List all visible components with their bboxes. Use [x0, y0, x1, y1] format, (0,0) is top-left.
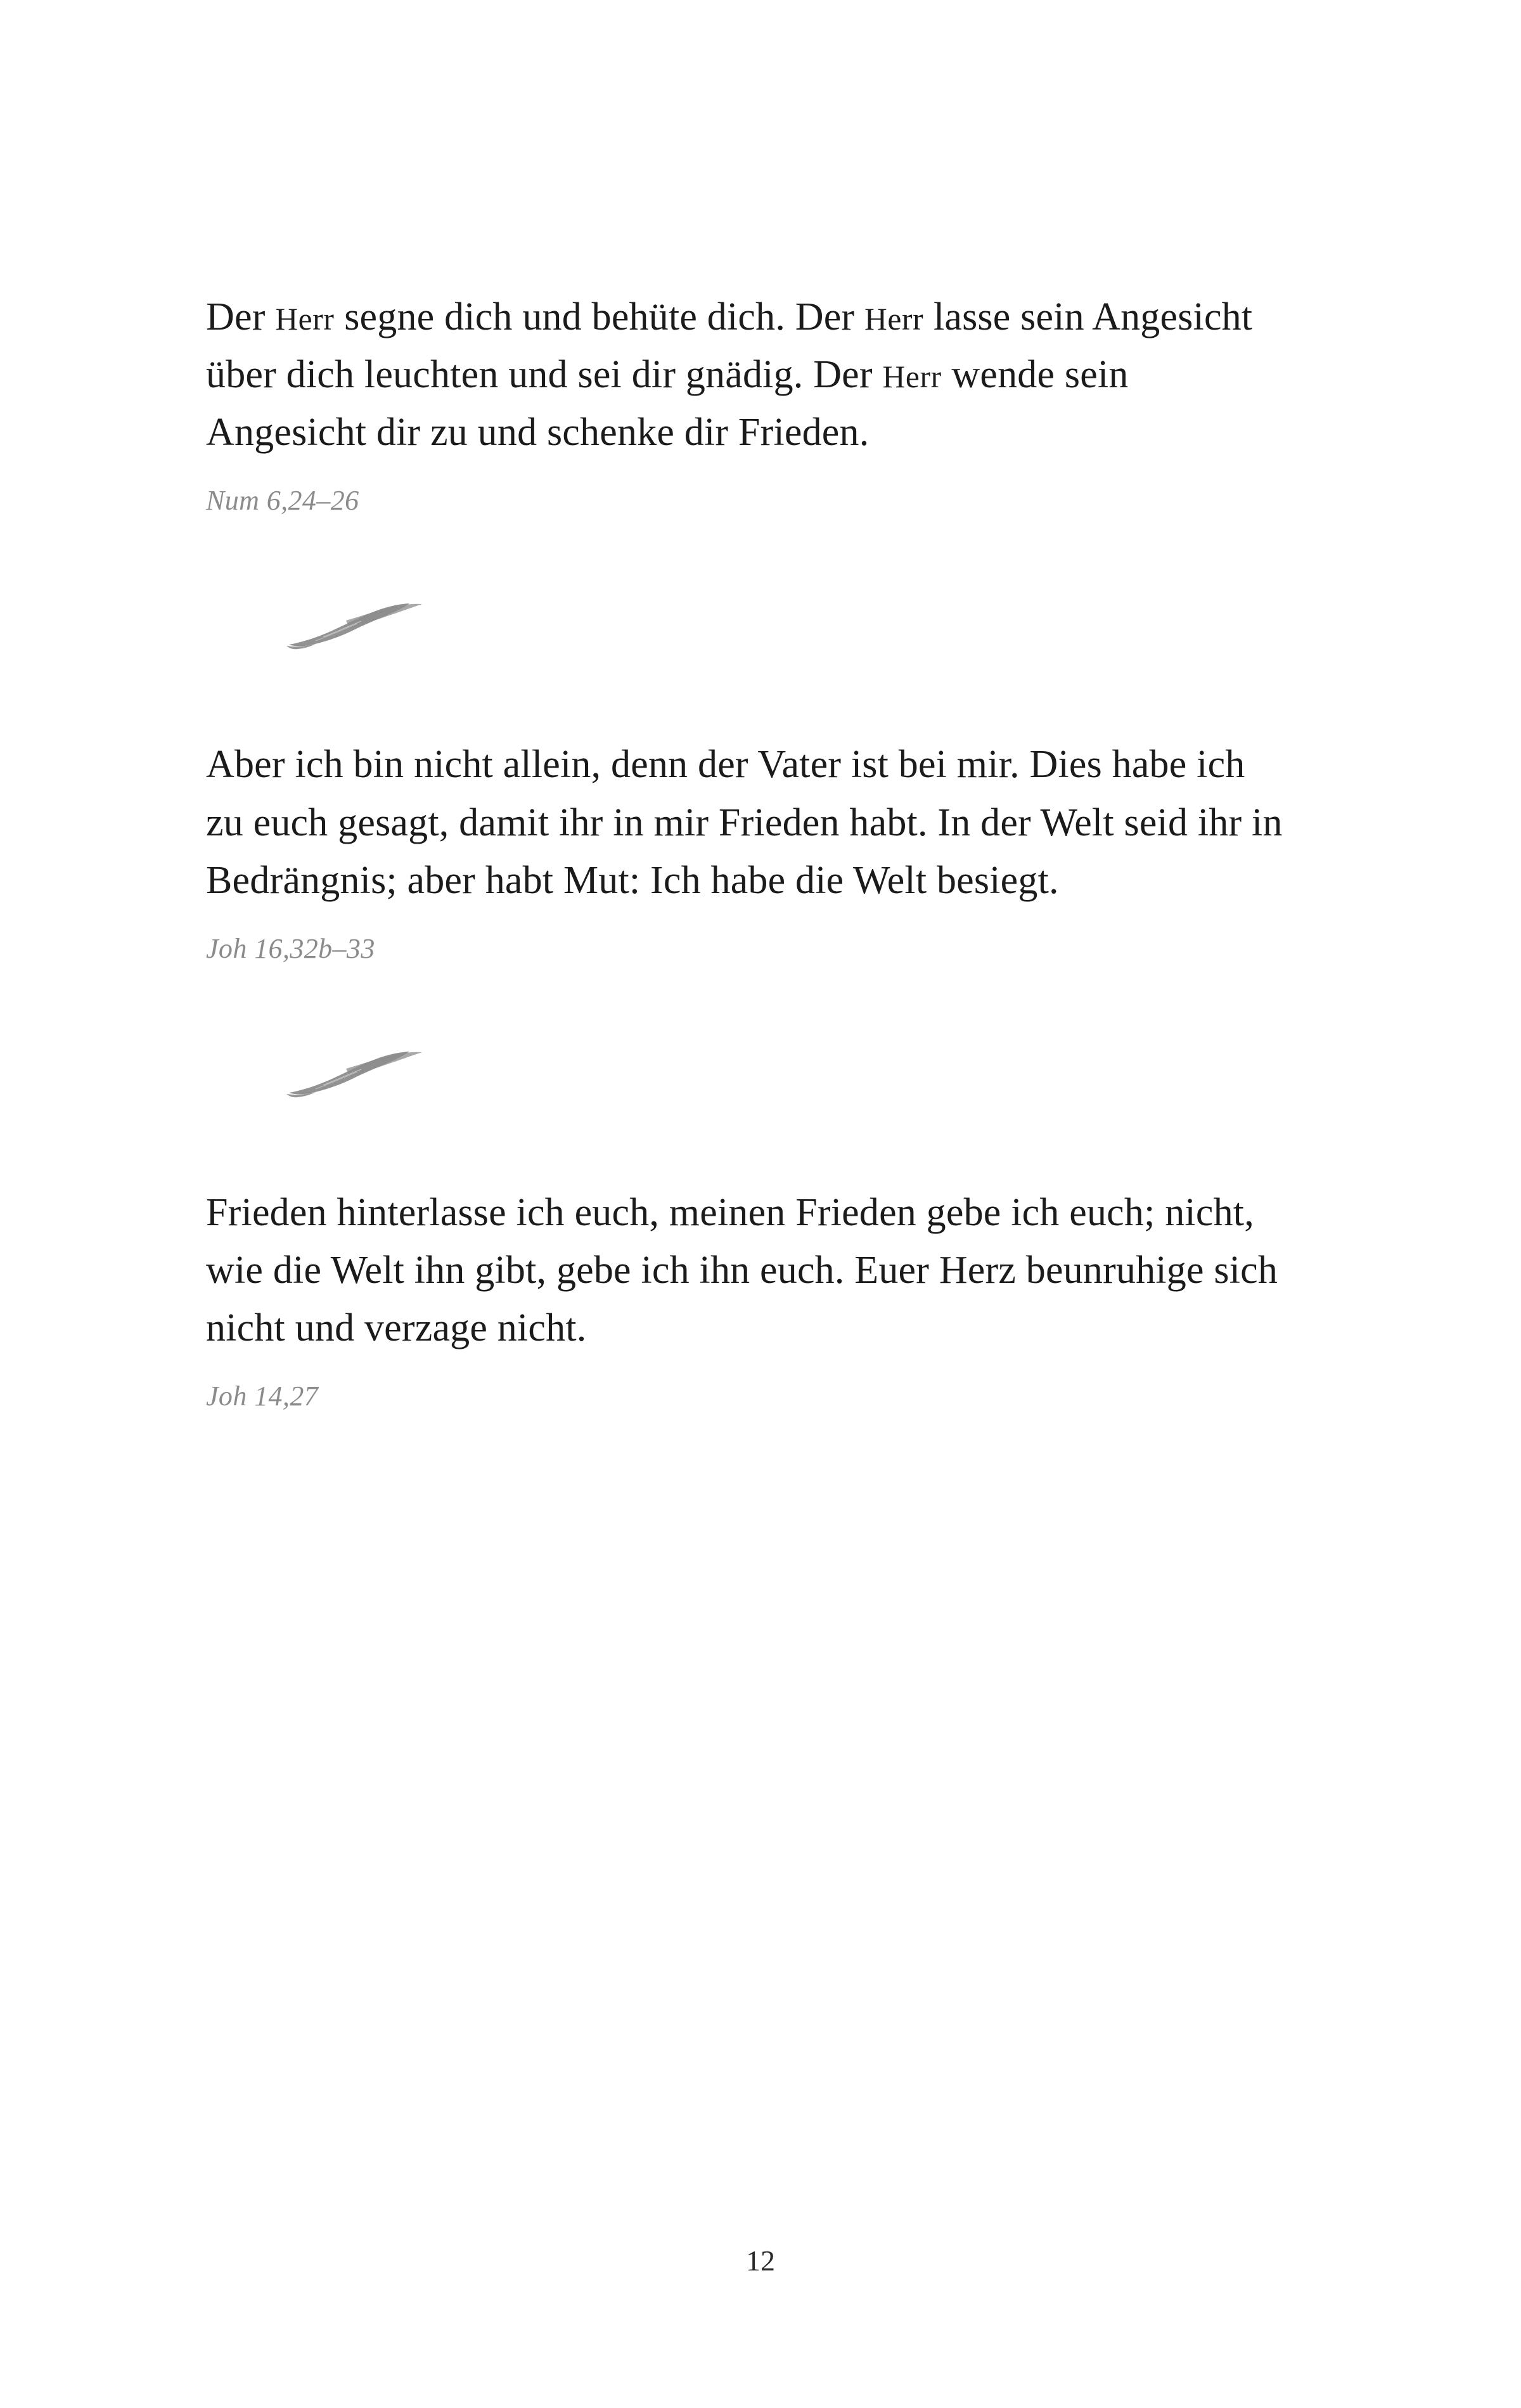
verse-part: segne dich und behüte dich. Der [334, 295, 864, 338]
verse-reference: Num 6,24–26 [206, 485, 359, 517]
verse-text: Aber ich bin nicht allein, denn der Vater ist bei mir. Dies habe ich zu euch gesagt, damit ihr in mir Frieden habt. In der Welt seid ihr in Bedrängnis; aber habt Mut: Ich habe die Welt besiegt. [206, 743, 1283, 902]
verse-text: Frieden hinterlasse ich euch, meinen Frieden gebe ich euch; nicht, wie die Welt ihn gibt, gebe ich ihn euch. Euer Herz beunruhige sich nicht und verzage nicht. [206, 1190, 1278, 1349]
feather-ornament [206, 591, 1321, 661]
passage-block [206, 288, 1321, 517]
passage-block [206, 736, 1321, 964]
verse-reference: Joh 14,27 [206, 1381, 319, 1412]
feather-ornament [206, 1040, 1321, 1109]
verse-reference: Joh 16,32b–33 [206, 932, 375, 964]
verse-part: wende sein Angesicht dir zu und schenke dir Frieden. [206, 353, 1129, 454]
verse-part: Der [206, 295, 276, 338]
verse-text [206, 288, 1283, 461]
verse-part-smallcaps: Herr [864, 302, 924, 337]
page-content [206, 288, 1321, 1412]
page-number: 12 [746, 2244, 775, 2277]
verse-part-smallcaps: Herr [275, 302, 335, 337]
verse-part: lasse sein Angesicht über dich leuchten und sei dir gnädig. Der [206, 295, 1253, 397]
verse-part-smallcaps: Herr [882, 359, 942, 395]
passage-block [206, 1184, 1321, 1412]
